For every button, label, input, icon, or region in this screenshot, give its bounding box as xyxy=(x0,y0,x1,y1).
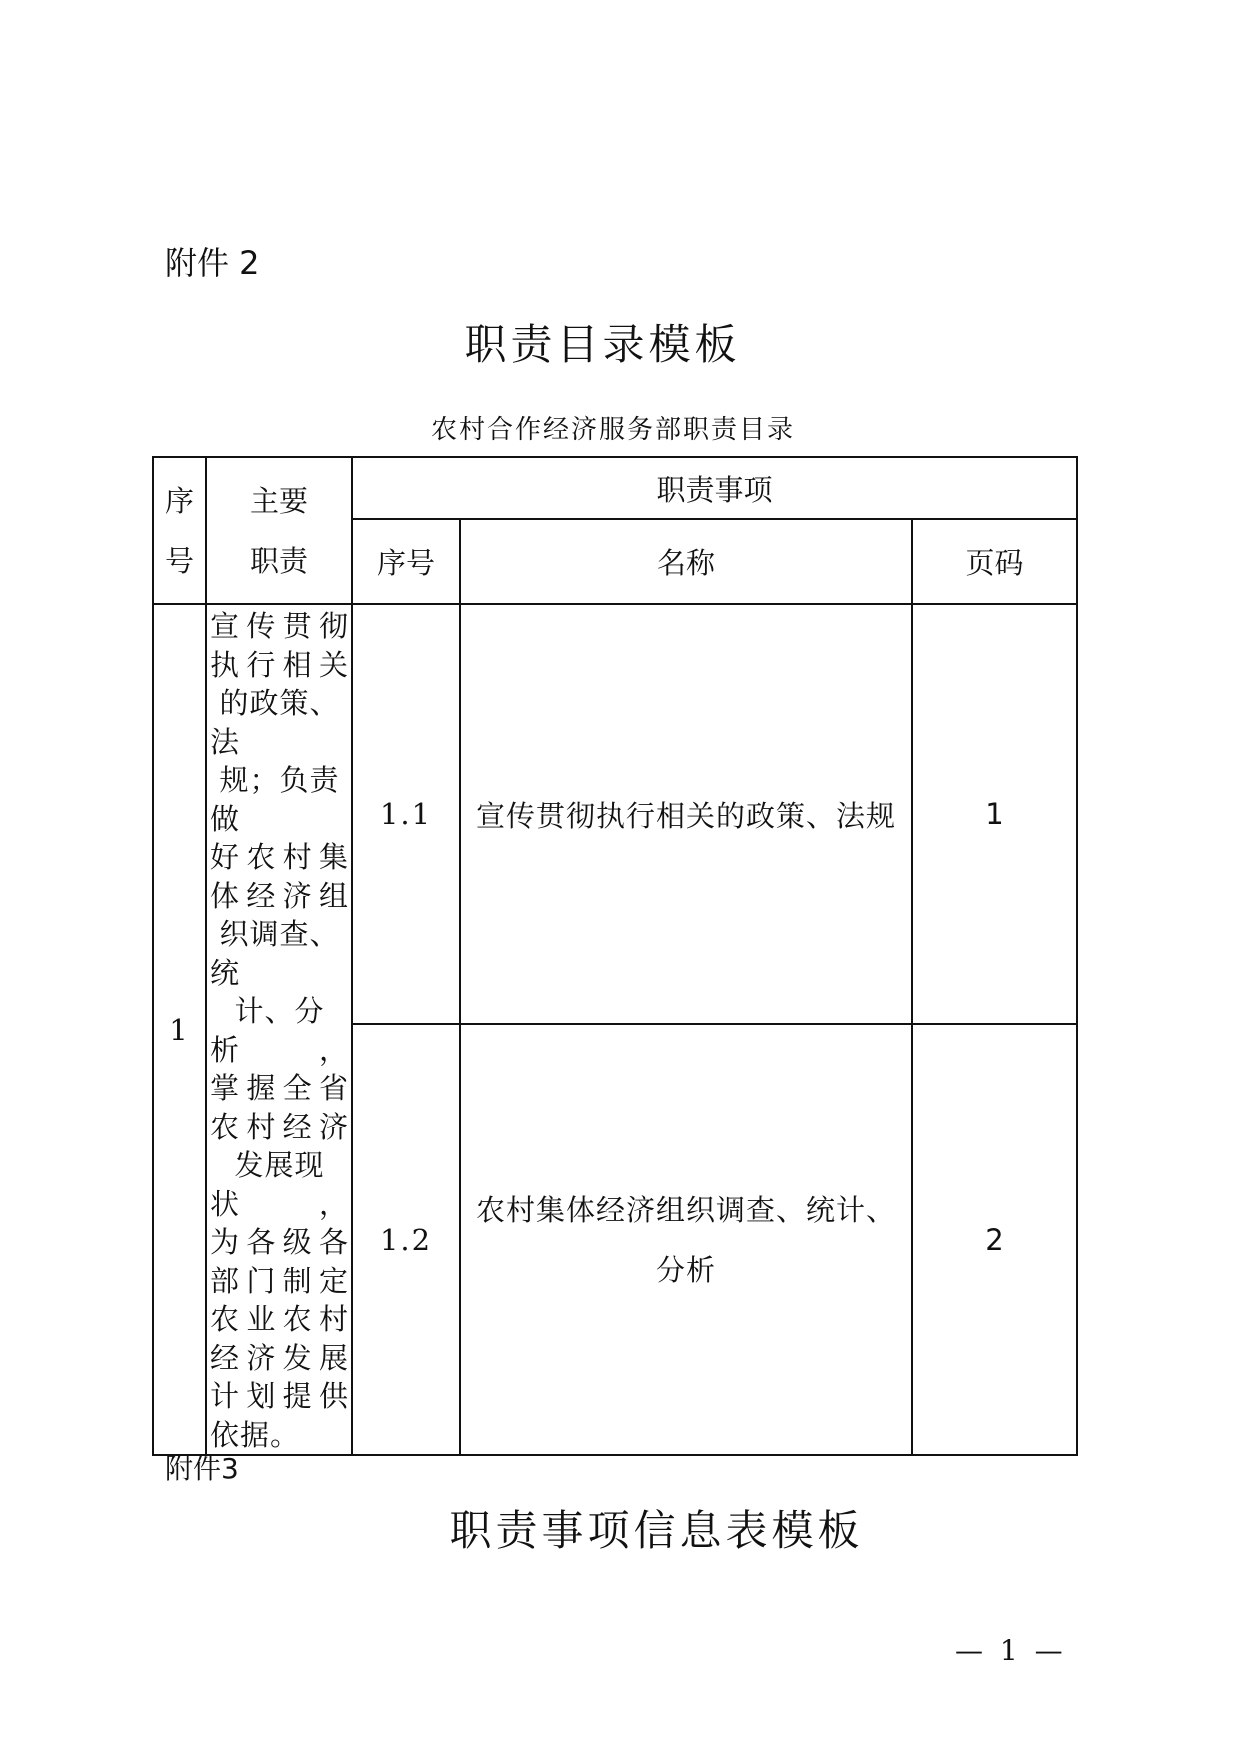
item-no-cell: 1.2 xyxy=(352,1024,460,1455)
main-duty-line: 的政策、法 xyxy=(210,686,340,759)
header-no-line1: 序 xyxy=(164,483,194,518)
duty-directory-table xyxy=(152,456,1078,1456)
header-duty-items: 职责事项 xyxy=(352,457,1077,519)
header-item-no: 序号 xyxy=(352,519,460,604)
attachment-3-label: 附件3 xyxy=(165,1452,239,1485)
header-no-line2: 号 xyxy=(164,543,194,578)
main-duty-line: 宣传贯彻 xyxy=(210,609,349,643)
header-no xyxy=(153,457,206,604)
header-item-name: 名称 xyxy=(460,519,912,604)
main-duty-line: 经济发展 xyxy=(210,1340,349,1375)
main-duty-line: 计、分析， xyxy=(210,994,349,1067)
main-duty-line: 执行相关 xyxy=(210,647,349,682)
main-duty-line: 农村经济 xyxy=(210,1109,349,1144)
main-duty-line: 发展现状， xyxy=(210,1148,349,1221)
item-no-cell: 1.1 xyxy=(352,604,460,1024)
main-duty-line: 织调查、统 xyxy=(210,917,340,990)
main-duty-line: 体经济组 xyxy=(210,878,349,913)
item-page-cell: 1 xyxy=(912,604,1077,1024)
table-subtitle: 农村合作经济服务部职责目录 xyxy=(430,415,795,445)
header-main-duty xyxy=(206,457,352,604)
row-no: 1 xyxy=(153,604,206,1455)
attachment-2-label: 附件 2 xyxy=(165,244,260,282)
document-title: 职责目录模板 xyxy=(464,320,741,369)
main-duty-text xyxy=(206,604,352,1455)
item-page-cell: 2 xyxy=(912,1024,1077,1455)
header-main-duty-line1: 主要 xyxy=(249,483,308,518)
main-duty-line: 农业农村 xyxy=(210,1302,349,1336)
header-page: 页码 xyxy=(912,519,1077,604)
header-main-duty-line2: 职责 xyxy=(249,543,308,578)
main-duty-line: 好农村集 xyxy=(210,840,349,874)
page-number: — 1 — xyxy=(955,1634,1067,1667)
main-duty-line: 部门制定 xyxy=(210,1263,349,1298)
main-duty-line: 掌握全省 xyxy=(210,1071,349,1105)
main-duty-line: 依据。 xyxy=(210,1417,301,1452)
item-name-cell: 宣传贯彻执行相关的政策、法规 xyxy=(460,604,912,1024)
main-duty-line: 计划提供 xyxy=(210,1379,349,1413)
item-name-cell: 农村集体经济组织调查、统计、分析 xyxy=(460,1024,912,1455)
document-title-2: 职责事项信息表模板 xyxy=(449,1506,864,1555)
main-duty-line: 规；负责做 xyxy=(210,763,340,836)
main-duty-line: 为各级各 xyxy=(210,1225,349,1259)
